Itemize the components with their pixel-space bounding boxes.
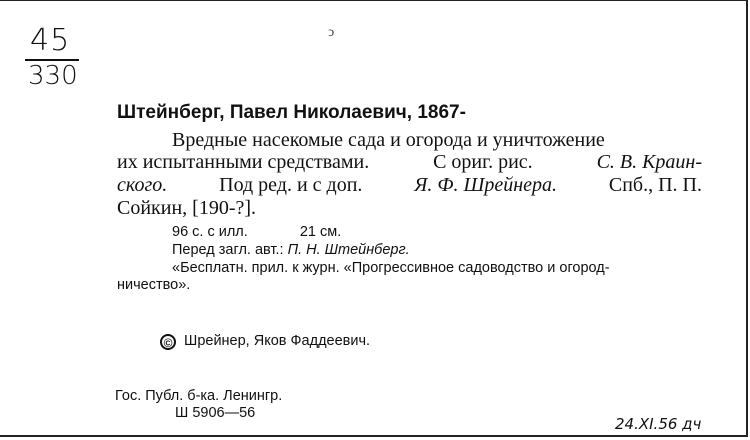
added-entry-name: Шрейнер, Яков Фаддеевич. bbox=[184, 333, 371, 349]
illustrator-continued: ского. bbox=[117, 174, 168, 196]
call-number-bottom: 330 bbox=[28, 61, 78, 91]
note-supplement-line-2: ничество». bbox=[117, 277, 191, 293]
library-line-2: Ш 5906—56 bbox=[175, 405, 256, 421]
editor-prefix: Под ред. и с доп. bbox=[219, 174, 363, 196]
copyright-circle-icon: © bbox=[160, 334, 176, 350]
note-author-prefix: Перед загл. авт.: bbox=[172, 242, 284, 258]
illustrations-prefix: С ориг. рис. bbox=[433, 151, 533, 173]
size: 21 см. bbox=[299, 224, 342, 240]
handwritten-date: 24.XI.56 дч bbox=[615, 415, 702, 433]
publisher-place: Спб., П. П. bbox=[608, 174, 702, 196]
author-heading: Штейнберг, Павел Николаевич, 1867- bbox=[117, 102, 466, 123]
pages: 96 с. с илл. bbox=[172, 224, 248, 240]
library-line-1: Гос. Публ. б-ка. Ленингр. bbox=[115, 388, 283, 404]
editor: Я. Ф. Шрейнера. bbox=[414, 174, 558, 196]
illustrator: С. В. Краин- bbox=[596, 151, 702, 173]
note-supplement-line-1: «Бесплатн. прил. к журн. «Прогрессивное садоводство и огород- bbox=[172, 260, 610, 276]
title-line-2 bbox=[117, 151, 702, 174]
title-text: их испытанными средствами. bbox=[117, 151, 370, 173]
note-author bbox=[172, 242, 410, 258]
call-number-top: 45 bbox=[30, 23, 71, 58]
physical-description bbox=[172, 224, 341, 240]
added-entry bbox=[160, 333, 370, 350]
title-line-1: Вредные насекомые сада и огорода и уничтожение bbox=[172, 129, 605, 151]
title-line-4: Сойкин, [190-?]. bbox=[117, 197, 257, 219]
note-author-name: П. Н. Штейнберг. bbox=[287, 242, 410, 258]
punch-mark: ↄ bbox=[328, 25, 335, 40]
title-line-3 bbox=[117, 174, 702, 197]
